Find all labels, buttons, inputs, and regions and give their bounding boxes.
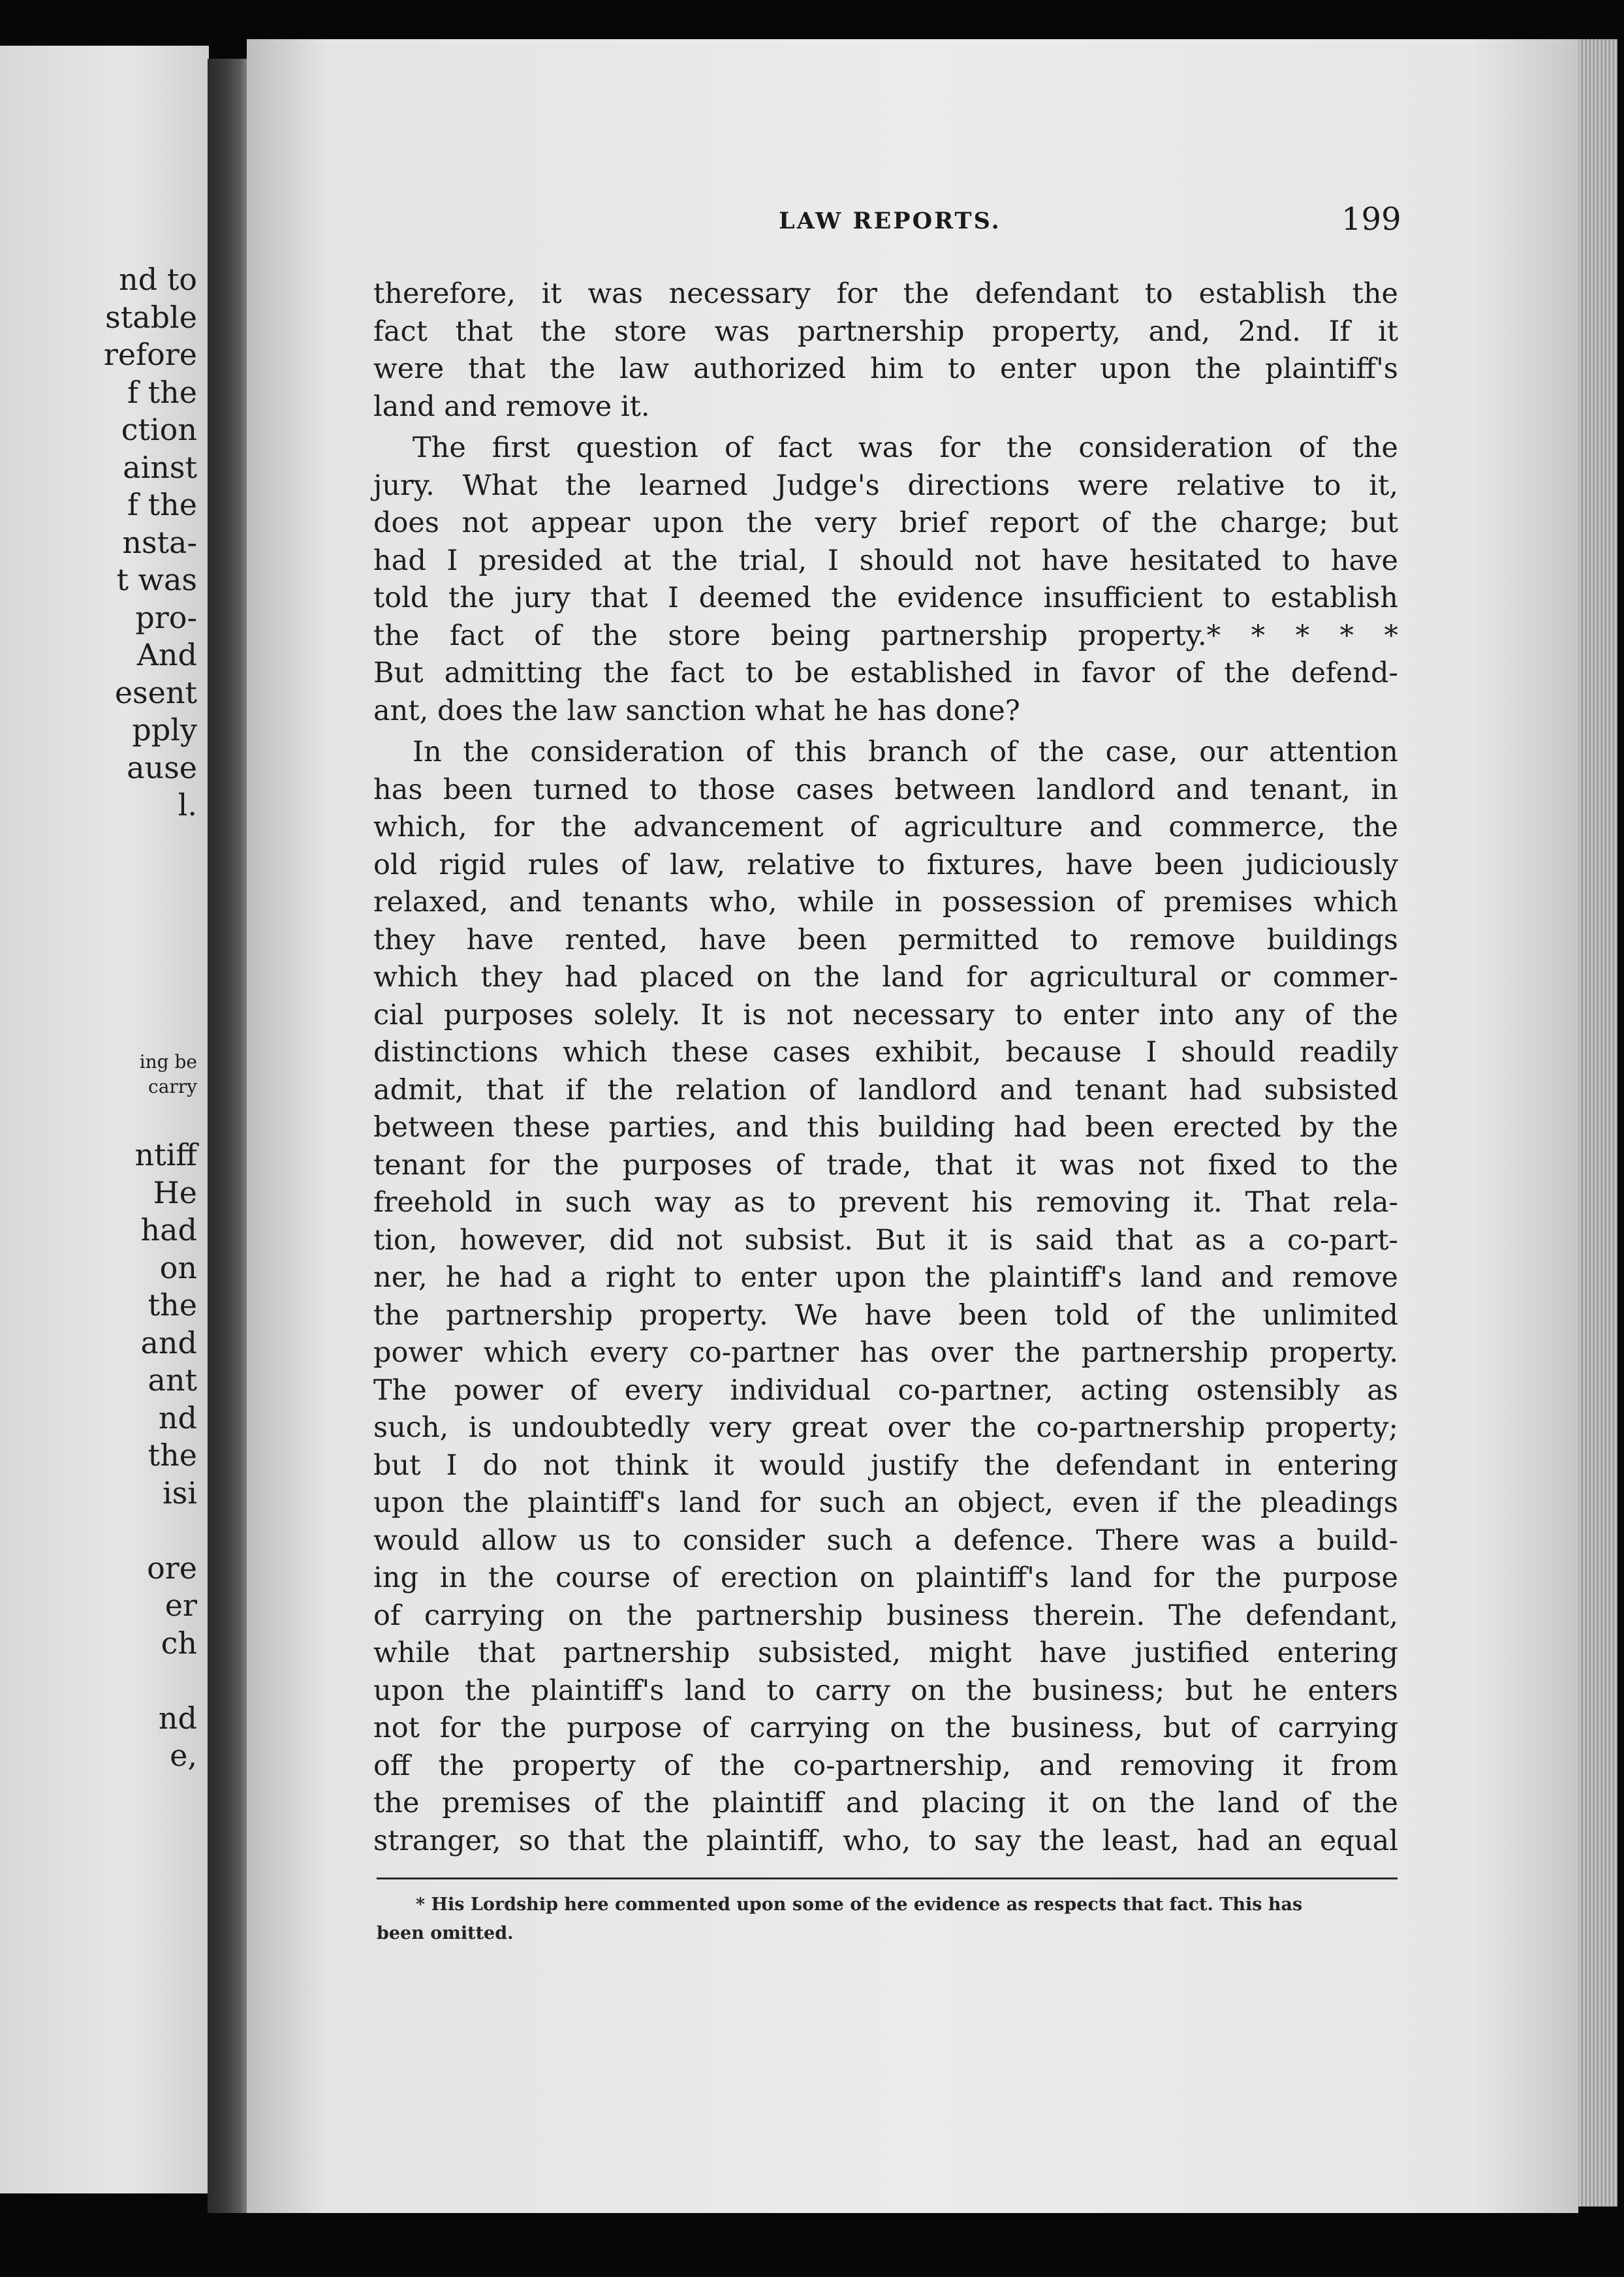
body-line: off the property of the co-partnership, and removing it from [373,1749,1398,1782]
previous-page-line: f the [127,487,197,522]
body-line: not for the purpose of carrying on the business, but of carrying [373,1712,1398,1744]
body-line: power which every co-partner has over the partnership property. [373,1336,1398,1369]
body-line: told the jury that I deemed the evidence insufficient to establish [373,582,1398,614]
previous-page-line: ction [121,412,197,447]
previous-page-line: ause [127,749,197,785]
body-line: ner, he had a right to enter upon the plaintiff's land and remove [373,1261,1398,1294]
body-line: The power of every individual co-partner, acting ostensibly as [373,1374,1398,1407]
previous-page-line [104,824,197,862]
previous-page-line: He [153,1174,197,1210]
previous-page-line: ch [161,1625,197,1661]
body-line: which they had placed on the land for agricultural or commer- [373,961,1398,994]
body-line: the premises of the plaintiff and placing it on the land of the [373,1787,1398,1819]
previous-page-line [104,900,197,937]
previous-page-line: the [148,1437,197,1473]
previous-page-line: nd [158,1400,197,1436]
body-line: old rigid rules of law, relative to fixtures, have been judiciously [373,848,1398,881]
previous-page-line: nd to [119,262,197,297]
body-line: freehold in such way as to prevent his removing it. That rela- [373,1186,1398,1219]
previous-page-line: on [159,1249,197,1285]
footnote-line: been omitted. [377,1923,514,1943]
body-line: admit, that if the relation of landlord and tenant had subsisted [373,1073,1398,1107]
body-line: fact that the store was partnership property, and, 2nd. If it [373,315,1398,348]
body-line: land and remove it. [373,390,650,423]
body-line: such, is undoubtedly very great over the co-partnership property; [373,1411,1398,1444]
body-line: stranger, so that the plaintiff, who, to say the least, had an equal [373,1824,1398,1857]
body-line: but I do not think it would justify the defendant in entering [373,1449,1398,1482]
previous-page-line: t was [116,562,197,597]
body-line: ing in the course of erection on plaintiff's land for the purpose [373,1562,1398,1594]
previous-page-text [104,261,197,1775]
previous-page-line: l. [178,787,197,823]
previous-page-line: nsta- [122,524,197,560]
body-line: had I presided at the trial, I should not have hesitated to have [373,544,1398,577]
body-line: jury. What the learned Judge's directions were relative to it, [373,469,1398,502]
body-line: were that the law authorized him to enter upon the plaintiff's [373,353,1398,385]
previous-page-line: nd [158,1700,197,1736]
running-head: LAW REPORTS. [779,208,1001,234]
body-line: But admitting the fact to be established in favor of the defend- [373,657,1398,689]
body-line: while that partnership subsisted, might have justified entering [373,1637,1398,1669]
body-line: tion, however, did not subsist. But it is said that as a co-part- [373,1223,1398,1257]
previous-page-line: carry [148,1075,197,1097]
previous-page-line: e, [170,1738,197,1773]
previous-page-line: and [140,1325,197,1360]
body-line: In the consideration of this branch of the case, our attention [413,736,1398,768]
footnote-rule [377,1877,1398,1879]
previous-page-line [104,975,197,1013]
previous-page-line: ainst [123,449,197,485]
body-line: tenant for the purposes of trade, that it was not fixed to the [373,1148,1398,1182]
body-line: relaxed, and tenants who, while in possession of premises which [373,886,1398,919]
body-line: therefore, it was necessary for the defendant to establish the [373,277,1398,310]
footnote [377,1891,1398,1948]
previous-page-line: ant [148,1362,197,1398]
previous-page-line: isi [162,1475,197,1511]
previous-page-line: refore [103,337,197,372]
previous-page-line [104,1099,197,1137]
previous-page-line: ntiff [134,1137,197,1172]
body-line: the partnership property. We have been told of the unlimited [373,1298,1398,1332]
previous-page-line: f the [127,374,197,410]
previous-page-line [104,1662,197,1700]
body-line: does not appear upon the very brief report of the charge; but [373,507,1398,539]
page-number: 199 [1341,201,1401,238]
previous-page-line: esent [114,674,197,710]
body-text [373,275,1398,1860]
body-line: would allow us to consider such a defence. There was a build- [373,1524,1398,1557]
previous-page-line [104,862,197,900]
footnote-line: * His Lordship here commented upon some of the evidence as respects that fact. This has [416,1894,1303,1915]
body-line: has been turned to those cases between landlord and tenant, in [373,773,1398,806]
body-line: upon the plaintiff's land to carry on the business; but he enters [373,1674,1398,1707]
previous-page-fragment [0,46,209,2193]
body-line: ant, does the law sanction what he has done? [373,694,1020,727]
body-line: The first question of fact was for the consideration of the [413,432,1398,464]
body-line: the fact of the store being partnership property.* * * * * [373,619,1398,652]
previous-page-line: stable [105,299,197,335]
body-line: between these parties, and this building had been erected by the [373,1111,1398,1144]
body-line: of carrying on the partnership business therein. The defendant, [373,1599,1398,1632]
previous-page-line: er [164,1588,197,1623]
previous-page-line: pply [132,712,197,747]
body-line: upon the plaintiff's land for such an object, even if the pleadings [373,1486,1398,1519]
body-line: they have rented, have been permitted to remove buildings [373,923,1398,956]
previous-page-line: the [148,1287,197,1323]
previous-page-line: And [136,637,197,672]
previous-page-line: ore [147,1550,197,1586]
body-line: distinctions which these cases exhibit, because I should readily [373,1036,1398,1069]
body-line: which, for the advancement of agriculture and commerce, the [373,811,1398,843]
previous-page-line [104,1512,197,1550]
page-edges [1578,39,1617,2206]
previous-page-line [104,1012,197,1050]
body-line: cial purposes solely. It is not necessary to enter into any of the [373,998,1398,1031]
previous-page-line: ing be [139,1050,197,1073]
previous-page-line: pro- [135,599,197,635]
previous-page-line [104,937,197,975]
previous-page-line: had [140,1212,197,1248]
